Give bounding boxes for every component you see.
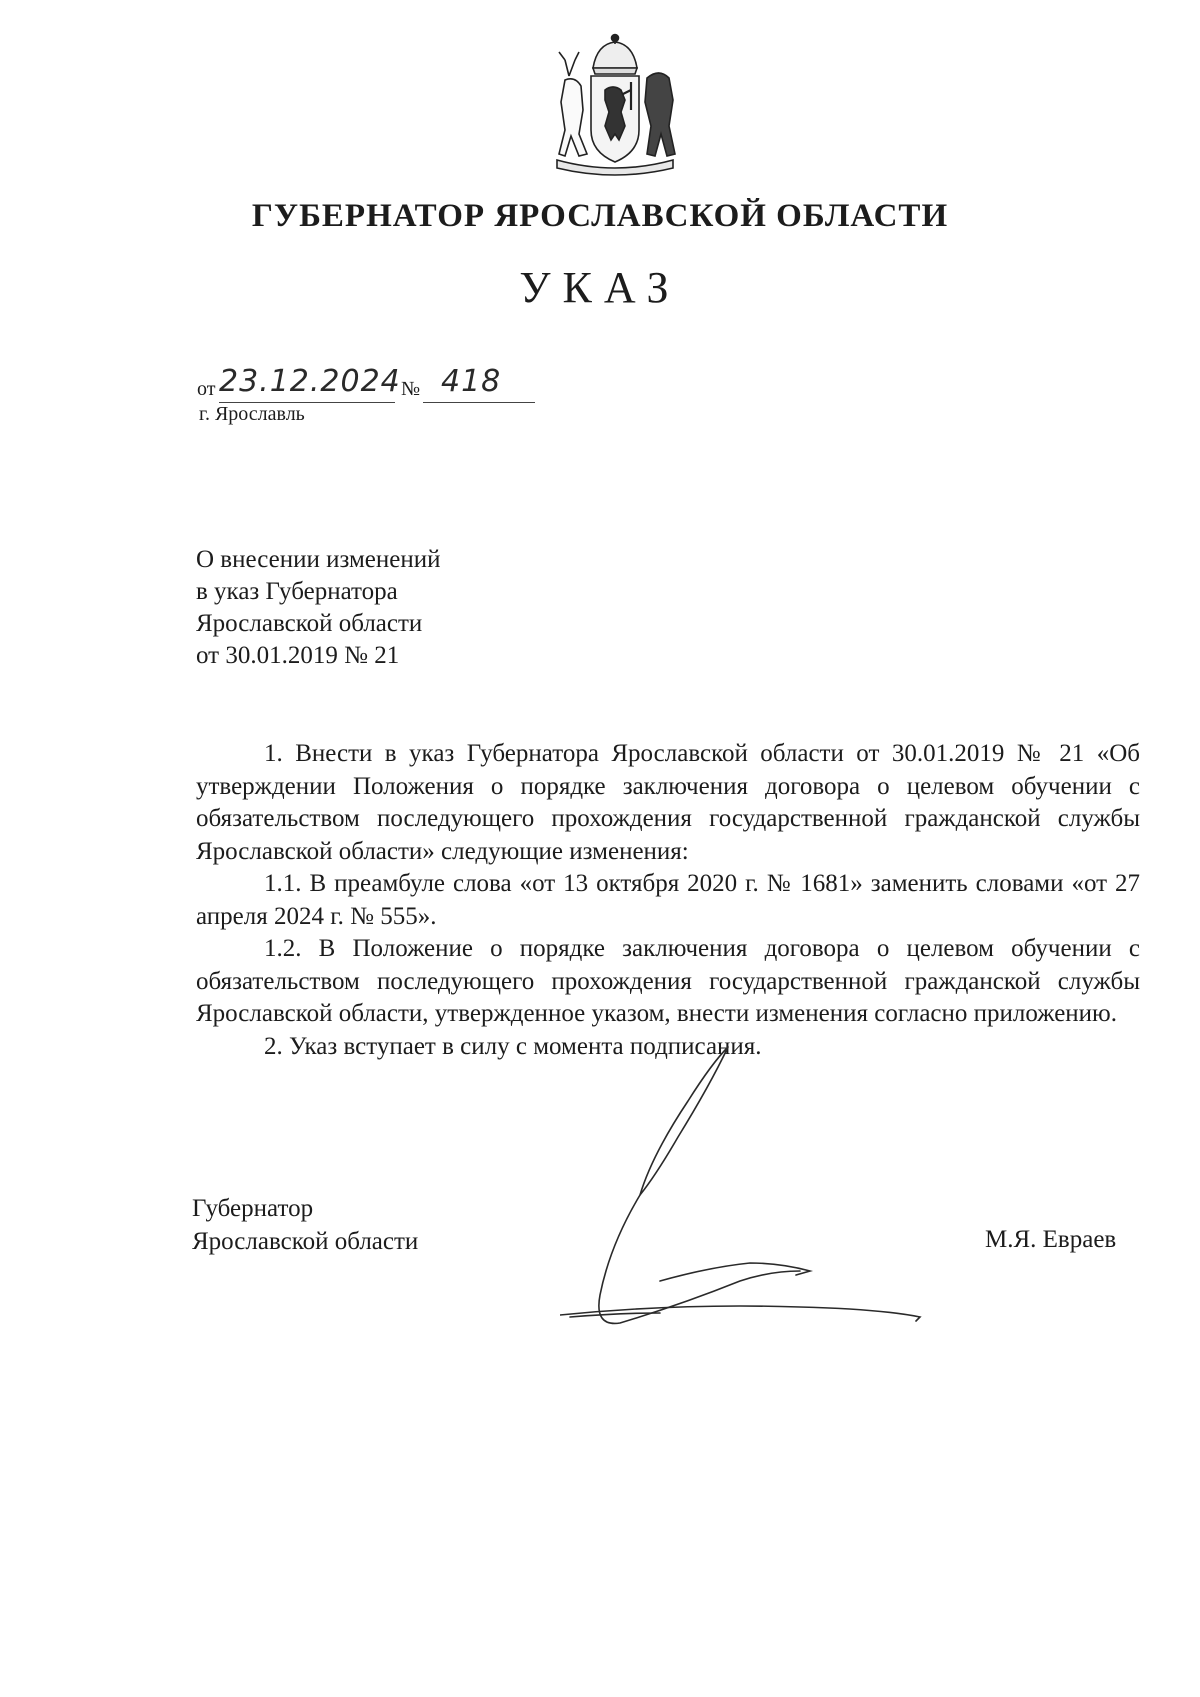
coat-of-arms-drawing	[535, 30, 695, 180]
decree-body	[196, 738, 1140, 1063]
coat-of-arms-icon	[535, 30, 695, 180]
signer-position	[192, 1192, 418, 1258]
decree-subject	[196, 544, 616, 672]
body-paragraph-1: 1. Внести в указ Губернатора Ярославской области от 30.01.2019 № 21 «Об утверждении Положения о порядке заключения договора о целевом обучении с обязательством последующего прохождения государственной гражданской службы Ярославской области» следующие изменения:	[196, 740, 1140, 865]
issuing-authority: ГУБЕРНАТОР ЯРОСЛАВСКОЙ ОБЛАСТИ	[251, 198, 949, 234]
body-paragraph-1-2: 1.2. В Положение о порядке заключения договора о целевом обучении с обязательством последующего прохождения государственной гражданской службы Ярославской области, утвержденное указом, внести изменения согласно приложению.	[196, 935, 1140, 1027]
handwritten-signature	[560, 1045, 1020, 1345]
decree-date: 23.12.2024	[219, 364, 401, 399]
signer-name: М.Я. Евраев	[985, 1226, 1117, 1253]
body-paragraph-2: 2. Указ вступает в силу с момента подписания.	[264, 1032, 762, 1060]
number-underline	[423, 402, 535, 403]
body-paragraph-1-1: 1.1. В преамбуле слова «от 13 октября 2020 г. № 1681» заменить словами «от 27 апреля 2024 г. № 555».	[196, 870, 1140, 930]
number-prefix: №	[401, 378, 421, 400]
subject-line: в указ Губернатора	[196, 578, 398, 605]
signature-stroke	[560, 1045, 1020, 1345]
signer-position-line: Ярославской области	[192, 1228, 419, 1255]
issue-city: г. Ярославль	[199, 403, 305, 425]
registration-line	[197, 364, 557, 404]
signer-position-line: Губернатор	[192, 1195, 314, 1222]
document-type: УКАЗ	[519, 263, 681, 312]
decree-number: 418	[441, 364, 502, 399]
date-prefix: от	[197, 378, 216, 400]
subject-line: Ярославской области	[196, 610, 423, 637]
subject-line: от 30.01.2019 № 21	[196, 642, 400, 669]
subject-line: О внесении изменений	[196, 546, 441, 573]
